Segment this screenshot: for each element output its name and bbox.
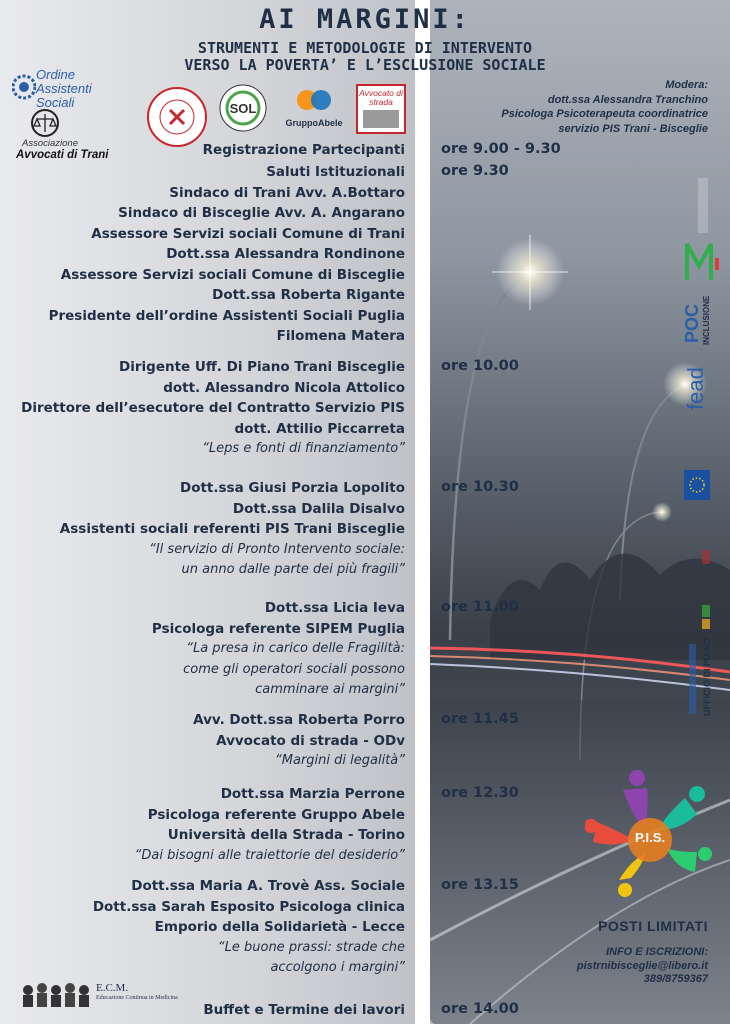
agenda-line: Psicologa referente Gruppo Abele xyxy=(147,806,405,823)
gruppo-abele-icon xyxy=(294,86,334,114)
agenda-line: Dott.ssa Maria A. Trovè Ass. Sociale xyxy=(131,878,405,894)
agenda-line: Filomena Matera xyxy=(276,328,405,344)
ordine-line-2: Assistenti Sociali xyxy=(36,81,92,110)
moderator-role-2: servizio PIS Trani - Bisceglie xyxy=(558,122,708,135)
agenda-quote: accolgono i margini” xyxy=(270,960,405,975)
eu-stars-icon xyxy=(684,470,710,500)
poc-text: POC xyxy=(682,303,702,343)
agenda-line: Dott.ssa Giusi Porzia Lopolito xyxy=(180,480,405,496)
sol-logo xyxy=(218,83,268,133)
agenda-quote: “Dai bisogni alle traiettorie del desiderio” xyxy=(134,847,405,863)
agenda-time: ore 9.30 xyxy=(441,163,509,179)
sol-icon xyxy=(218,83,268,133)
agenda-quote: “Le buone prassi: strade che xyxy=(217,939,405,955)
agenda-time: ore 14.00 xyxy=(441,1001,519,1017)
agenda-line: Avvocato di strada - ODv xyxy=(216,732,405,749)
gruppo-abele-text: GruppoAbele xyxy=(285,118,343,128)
info-email: pistrnibisceglie@libero.it xyxy=(576,959,708,972)
scales-icon xyxy=(30,108,60,138)
agenda-quote: “Margini di legalità” xyxy=(275,753,405,768)
agenda-line: Dott.ssa Alessandra Rondinone xyxy=(166,246,405,262)
comuni-logos xyxy=(690,545,720,635)
agenda-item xyxy=(152,598,405,701)
agenda-quote: “Il servizio di Pronto Intervento sociale: xyxy=(149,541,405,557)
agenda-line: Assistenti sociali referenti PIS Trani Bisceglie xyxy=(59,521,405,537)
agenda-time: ore 12.30 xyxy=(441,785,519,801)
agenda-item xyxy=(193,710,405,772)
agenda-time: ore 11.45 xyxy=(441,711,519,727)
info-label: INFO E ISCRIZIONI: xyxy=(605,946,708,958)
agenda-line: Psicologa referente SIPEM Puglia xyxy=(151,620,405,637)
agenda-line: Dirigente Uff. Di Piano Trani Bisceglie xyxy=(119,359,405,375)
agenda-item xyxy=(21,357,405,460)
agenda-quote: “Leps e fonti di finanziamento” xyxy=(202,441,405,456)
agenda-line: Buffet e Termine dei lavori xyxy=(203,1002,405,1018)
eu-flag-logo xyxy=(684,470,710,500)
agenda-line: Registrazione Partecipanti xyxy=(202,142,405,158)
fead-text: fead xyxy=(683,367,708,410)
agenda-item xyxy=(93,876,405,979)
poc-inclusione-logo xyxy=(680,295,720,347)
agenda-line: dott. Alessandro Nicola Attolico xyxy=(163,379,405,396)
agenda-line: Direttore dell’esecutore del Contratto Servizio PIS xyxy=(21,400,405,416)
subtitle-line-1: STRUMENTI E METODOLOGIE DI INTERVENTO xyxy=(197,39,533,57)
ufficio-di-piano-logo xyxy=(686,637,722,720)
page-title: AI MARGINI: xyxy=(259,4,471,35)
associazione-text: Associazione xyxy=(22,138,78,149)
ordine-assistenti-sociali-logo xyxy=(12,68,132,108)
ecm-text: E.C.M. xyxy=(96,982,129,994)
agenda-item xyxy=(60,478,405,581)
avvocato-strada-text: Avvocato di strada xyxy=(359,88,403,107)
agenda-line: Dott.ssa Licia Ieva xyxy=(264,600,405,616)
agenda-line: dott. Attilio Piccarreta xyxy=(234,420,405,437)
agenda-item xyxy=(49,162,405,347)
info-block xyxy=(577,946,708,987)
ecm-logo xyxy=(20,980,220,1010)
agenda-time: ore 9.00 - 9.30 xyxy=(441,141,561,157)
agenda-line: Dott.ssa Sarah Esposito Psicologa clinica xyxy=(92,898,405,915)
comunita-emmanuel-icon xyxy=(146,86,208,148)
ufficio-piano-mark-icon xyxy=(686,644,700,714)
inclusione-text: INCLUSIONE xyxy=(702,295,711,345)
agenda-line: Saluti Istituzionali xyxy=(266,164,405,180)
svg-text:SOL: SOL xyxy=(229,101,257,116)
ordine-line-1: Ordine xyxy=(36,67,76,82)
agenda-line: Assessore Servizi sociali Comune di Bisceglie xyxy=(60,266,405,283)
moderator-name: dott.ssa Alessandra Tranchino xyxy=(547,93,708,106)
agenda-quote: come gli operatori sociali possono xyxy=(183,661,405,677)
avvocati-text: Avvocati di Trani xyxy=(16,149,109,161)
agenda-line: Sindaco di Trani Avv. A.Bottaro xyxy=(169,184,405,201)
ministero-emblem-icon xyxy=(690,178,720,238)
agenda-quote: “La presa in carico delle Fragilità: xyxy=(186,641,405,656)
ecm-subtext: Educazione Continua in Medicina xyxy=(96,995,178,1001)
agenda-quote: un anno dalle parte dei più fragili” xyxy=(181,562,405,577)
agenda-line: Sindaco di Bisceglie Avv. A. Angarano xyxy=(118,205,405,221)
agenda-line: Assessore Servizi sociali Comune di Trani xyxy=(91,225,405,242)
agenda-quote: camminare ai margini” xyxy=(255,682,405,697)
avvocato-strada-photo xyxy=(363,110,399,128)
agenda-line: Presidente dell’ordine Assistenti Sociali Puglia xyxy=(48,307,405,324)
posti-limitati: POSTI LIMITATI xyxy=(598,918,708,934)
ministero-logo xyxy=(690,178,720,238)
agenda-time: ore 13.15 xyxy=(441,877,519,893)
agenda-line: Dott.ssa Dalila Disalvo xyxy=(232,500,405,517)
subtitle-line-2: VERSO LA POVERTA’ E L’ESCLUSIONE SOCIALE xyxy=(184,56,546,74)
ordine-emblem-icon xyxy=(12,72,36,102)
agenda-time: ore 10.30 xyxy=(441,479,519,495)
agenda-time: ore 10.00 xyxy=(441,358,519,374)
agenda-line: Dott.ssa Roberta Rigante xyxy=(212,287,405,303)
moderator-role-1: Psicologa Psicoterapeuta coordinatrice xyxy=(501,108,708,120)
agenda-time: ore 11.00 xyxy=(441,599,519,615)
comunita-emmanuel-logo xyxy=(146,86,208,148)
agenda-item xyxy=(203,1000,405,1021)
info-phone: 389/8759367 xyxy=(643,973,708,985)
agenda-item xyxy=(203,140,405,161)
m-logo xyxy=(683,238,723,284)
agenda-line: Avv. Dott.ssa Roberta Porro xyxy=(193,712,405,728)
ufficio-piano-text: UFFICIO DI PIANO xyxy=(702,637,712,716)
m-mark-icon xyxy=(683,238,723,284)
moderator-block xyxy=(501,78,708,136)
agenda-line: Dott.ssa Marzia Perrone xyxy=(220,786,405,802)
moderator-label: Modera: xyxy=(665,79,708,91)
coat-of-arms-icon xyxy=(690,545,720,635)
ecm-people-icon xyxy=(20,980,92,1008)
agenda-item xyxy=(135,784,405,866)
gruppo-abele-logo xyxy=(285,86,343,134)
avvocati-trani-logo xyxy=(14,108,114,164)
pis-text: P.I.S. xyxy=(634,830,666,845)
agenda-line: Università della Strada - Torino xyxy=(167,827,405,843)
agenda-line: Emporio della Solidarietà - Lecce xyxy=(154,919,405,935)
fead-logo xyxy=(683,358,719,458)
pis-logo xyxy=(585,768,715,898)
avvocato-di-strada-logo xyxy=(356,84,406,134)
